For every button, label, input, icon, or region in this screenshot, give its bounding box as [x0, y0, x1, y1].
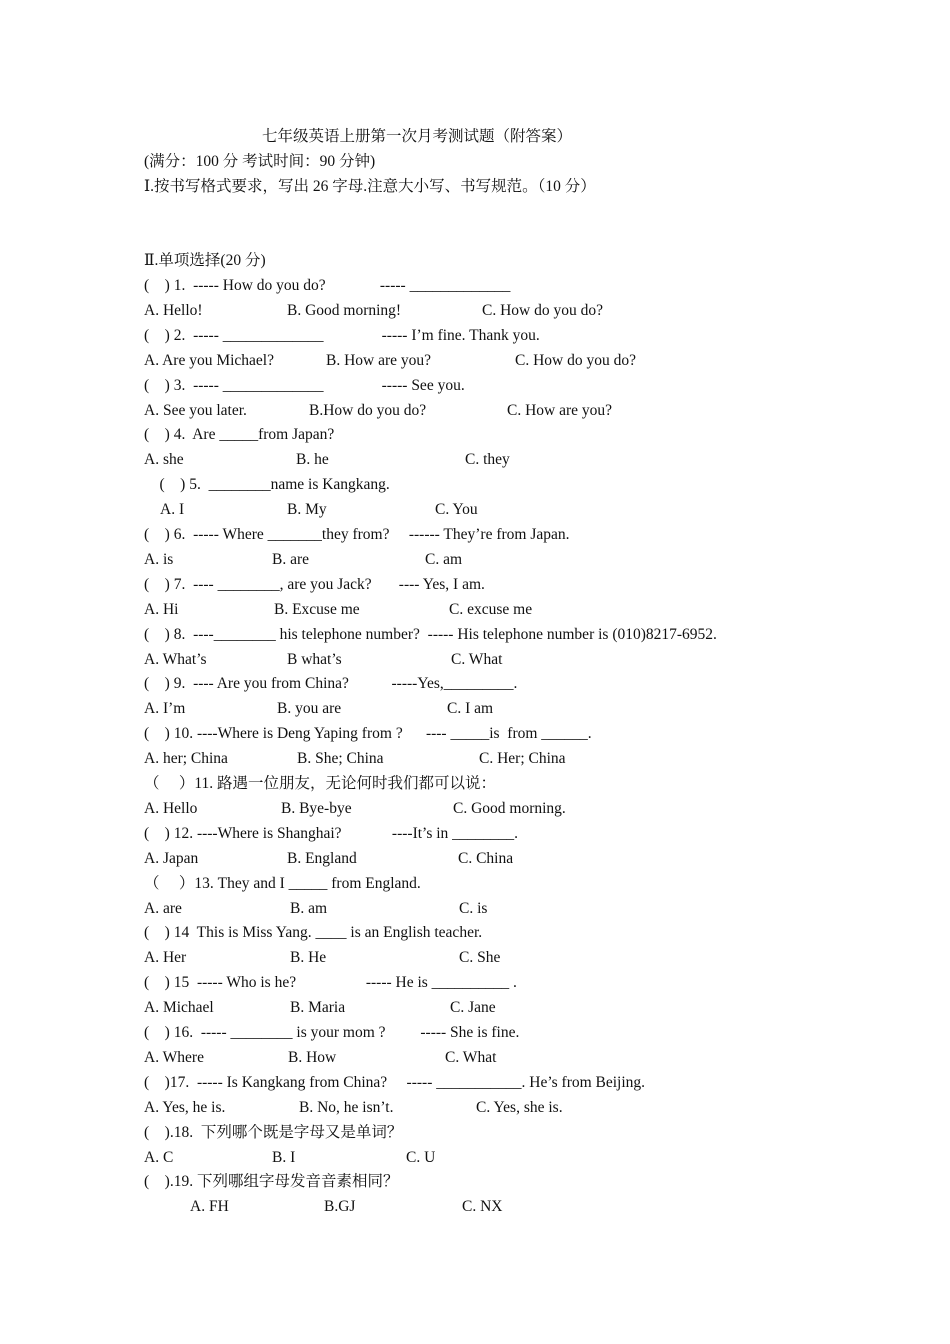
question-5-option-c: C. You	[435, 501, 478, 518]
question-7: ( ) 7. ---- ________, are you Jack? ---- Yes, I am.	[144, 576, 485, 593]
question-18-option-a: A. C	[144, 1149, 174, 1166]
question-15-option-c: C. Jane	[450, 999, 496, 1016]
question-3-option-b: B.How do you do?	[309, 402, 427, 419]
question-12-option-b: B. England	[287, 850, 357, 867]
question-9-option-a: A. I’m	[144, 700, 186, 717]
question-14-option-c: C. She	[459, 949, 501, 966]
question-19-option-a: A. FH	[190, 1198, 229, 1215]
question-6-option-c: C. am	[425, 551, 463, 568]
question-10-option-a: A. her; China	[144, 750, 228, 767]
question-16: ( ) 16. ----- ________ is your mom ? ----- She is fine.	[144, 1024, 520, 1041]
question-1-option-a: A. Hello!	[144, 302, 203, 319]
question-8: ( ) 8. ----________ his telephone number? ----- His telephone number is (010)8217-6952.	[144, 626, 717, 643]
question-3: ( ) 3. ----- _____________ ----- See you.	[144, 377, 465, 394]
question-16-option-b: B. How	[288, 1049, 337, 1066]
question-14: ( ) 14 This is Miss Yang. ____ is an English teacher.	[144, 924, 483, 941]
question-17-option-a: A. Yes, he is.	[144, 1099, 226, 1116]
question-2: ( ) 2. ----- _____________ ----- I’m fine. Thank you.	[144, 327, 540, 344]
question-9: ( ) 9. ---- Are you from China? -----Yes,_________.	[144, 675, 518, 692]
question-17-option-c: C. Yes, she is.	[476, 1099, 563, 1116]
question-5-option-b: B. My	[287, 501, 327, 518]
question-3-option-c: C. How are you?	[507, 402, 613, 419]
question-7-option-b: B. Excuse me	[274, 601, 360, 618]
question-1-option-b: B. Good morning!	[287, 302, 402, 319]
question-2-option-c: C. How do you do?	[515, 352, 636, 369]
question-11-option-b: B. Bye-bye	[281, 800, 352, 817]
question-8-option-b: B what’s	[287, 651, 342, 668]
question-19: ( ).19. 下列哪组字母发音音素相同？	[144, 1173, 399, 1190]
question-4-option-a: A. she	[144, 451, 184, 468]
question-9-option-c: C. I am	[447, 700, 494, 717]
question-2-option-a: A. Are you Michael?	[144, 352, 274, 369]
question-3-option-a: A. See you later.	[144, 402, 247, 419]
question-18: ( ).18. 下列哪个既是字母又是单词？	[144, 1124, 403, 1141]
question-10-option-b: B. She; China	[297, 750, 384, 767]
question-10-option-c: C. Her; China	[479, 750, 566, 767]
question-17: ( )17. ----- Is Kangkang from China? ----- ___________. He’s from Beijing.	[144, 1074, 646, 1091]
question-13: （ ）13. They and I _____ from England.	[144, 875, 421, 892]
question-6: ( ) 6. ----- Where _______they from? ------ They’re from Japan.	[144, 526, 570, 543]
question-4: ( ) 4. Are _____from Japan?	[144, 426, 335, 443]
exam-title: 七年级英语上册第一次月考测试题（附答案）	[262, 128, 573, 145]
question-8-option-a: A. What’s	[144, 651, 207, 668]
question-13-option-c: C. is	[459, 900, 488, 917]
question-13-option-b: B. am	[290, 900, 328, 917]
question-14-option-a: A. Her	[144, 949, 187, 966]
question-18-option-b: B. I	[272, 1149, 296, 1166]
question-9-option-b: B. you are	[277, 700, 342, 717]
question-7-option-a: A. Hi	[144, 601, 179, 618]
question-6-option-a: A. is	[144, 551, 174, 568]
question-13-option-a: A. are	[144, 900, 182, 917]
question-15: ( ) 15 ----- Who is he? ----- He is __________ .	[144, 974, 517, 991]
section-1-heading: Ⅰ.按书写格式要求，写出 26 字母.注意大小写、书写规范。（10 分）	[144, 178, 596, 195]
question-11-option-a: A. Hello	[144, 800, 198, 817]
question-14-option-b: B. He	[290, 949, 327, 966]
question-11-option-c: C. Good morning.	[453, 800, 566, 817]
question-16-option-c: C. What	[445, 1049, 497, 1066]
question-5: ( ) 5. ________name is Kangkang.	[144, 476, 390, 493]
question-12: ( ) 12. ----Where is Shanghai? ----It’s in ________.	[144, 825, 519, 842]
question-4-option-b: B. he	[296, 451, 329, 468]
question-4-option-c: C. they	[465, 451, 510, 468]
question-15-option-a: A. Michael	[144, 999, 214, 1016]
question-2-option-b: B. How are you?	[326, 352, 432, 369]
question-19-option-c: C. NX	[462, 1198, 503, 1215]
question-1-option-c: C. How do you do?	[482, 302, 603, 319]
question-12-option-c: C. China	[458, 850, 514, 867]
exam-info: (满分：100 分 考试时间：90 分钟)	[144, 153, 376, 170]
question-17-option-b: B. No, he isn’t.	[299, 1099, 394, 1116]
question-1: ( ) 1. ----- How do you do? ----- _____________	[144, 277, 511, 294]
question-18-option-c: C. U	[406, 1149, 436, 1166]
question-6-option-b: B. are	[272, 551, 310, 568]
question-19-option-b: B.GJ	[324, 1198, 356, 1215]
question-5-option-a: A. I	[160, 501, 185, 518]
question-16-option-a: A. Where	[144, 1049, 204, 1066]
question-15-option-b: B. Maria	[290, 999, 346, 1016]
question-11: （ ）11. 路遇一位朋友，无论何时我们都可以说：	[144, 775, 497, 792]
section-2-heading: Ⅱ.单项选择(20 分)	[144, 252, 266, 269]
question-10: ( ) 10. ----Where is Deng Yaping from ? ---- _____is from ______.	[144, 725, 592, 742]
question-7-option-c: C. excuse me	[449, 601, 533, 618]
question-8-option-c: C. What	[451, 651, 503, 668]
question-12-option-a: A. Japan	[144, 850, 199, 867]
